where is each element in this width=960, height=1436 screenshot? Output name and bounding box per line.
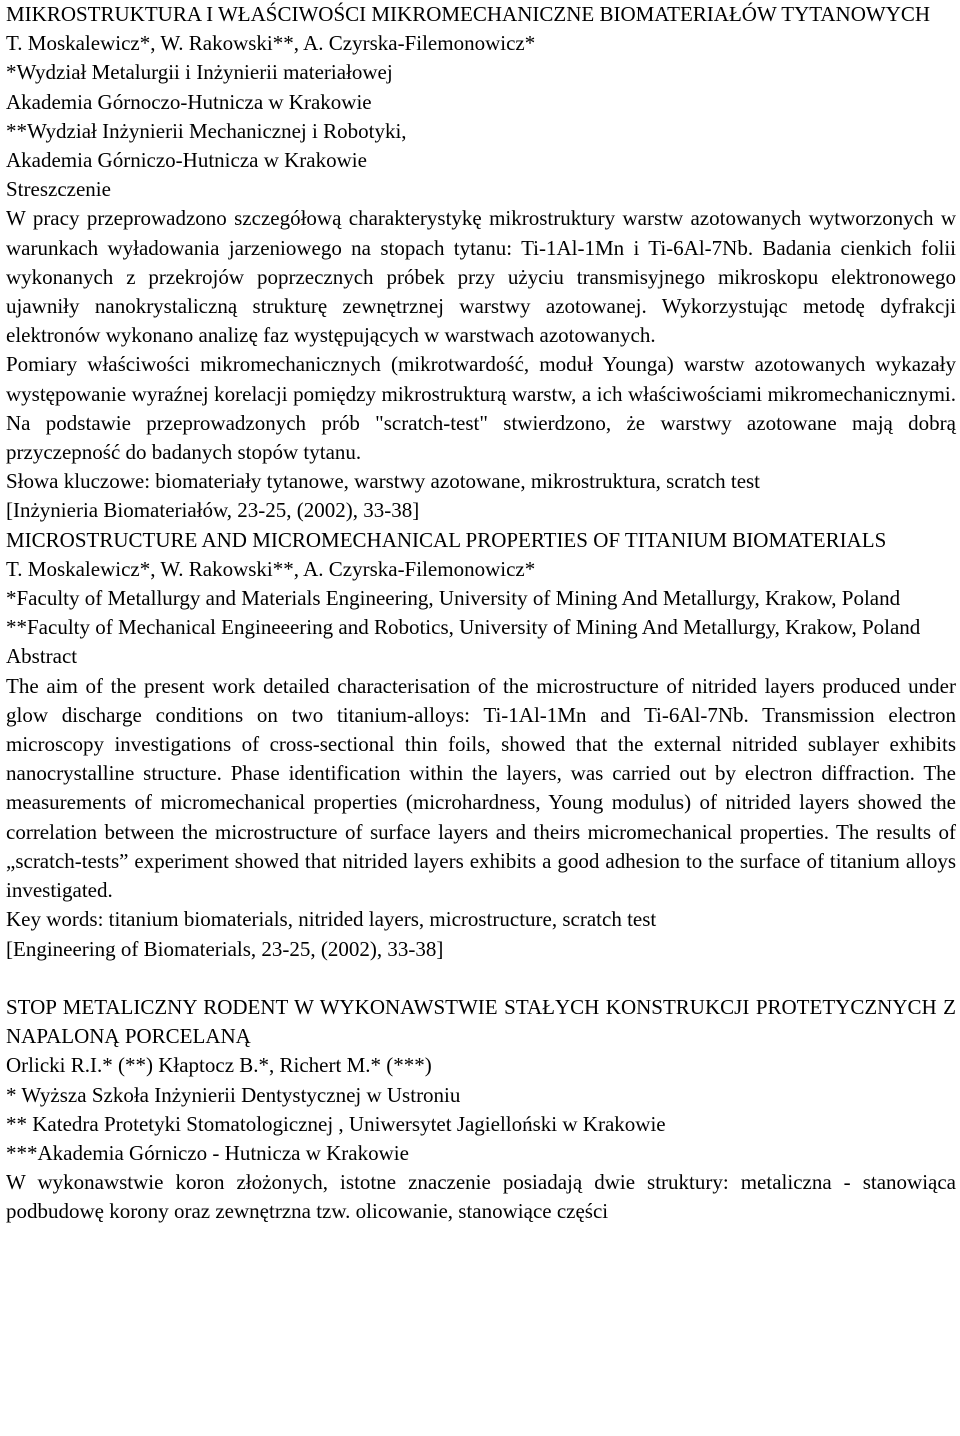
abstract-paragraph-1-pl: W pracy przeprowadzono szczegółową charakterystykę mikrostruktury warstw azotowanych wytworzonych w warunkach wyładowania jarzeniowego na stopach tytanu: Ti-1Al-1Mn i Ti-6Al-7Nb. Badania cienkich folii wykonanych z przekrojów poprzecznych próbek przy użyciu transmisyjnego mikroskopu elektronowego ujawniły nanokrystaliczną strukturę zewnętrznej warstwy azotowanej. Wykorzystując metodę dyfrakcji elektronów wykonano analizę faz występujących w warstwach azotowanych. xyxy=(6,206,956,348)
abstract-en: The aim of the present work detailed characterisation of the microstructure of nitrided layers produced under glow discharge conditions on two titanium-alloys: Ti-1Al-1Mn and Ti-6Al-7Nb. Transmission electron microscopy investigations of cross-sectional thin foils, showed that the external nitrided sublayer exhibits nanocrystalline structure. Phase identification within the layers, was carried out by electron diffraction. The measurements of micromechanical properties (microhardness, Young modulus) of nitrided layers showed the correlation between the microstructure of surface layers and theirs micromechanical properties. The results of „scratch-tests” experiment showed that nitrided layers exhibits a good adhesion to the surface of titanium alloys investigated. xyxy=(6,673,956,903)
article-title-en: MICROSTRUCTURE AND MICROMECHANICAL PROPERTIES OF TITANIUM BIOMATERIALS xyxy=(6,527,887,552)
abstract-heading-en: Abstract xyxy=(6,644,78,669)
affiliation-2-line-2: Akademia Górniczo-Hutnicza w Krakowie xyxy=(6,148,367,173)
affiliation-1-en: *Faculty of Metallurgy and Materials Engineering, University of Mining And Metallurgy, Krakow, Poland xyxy=(6,586,901,611)
article-2-affiliation-3: ***Akademia Górniczo - Hutnicza w Krakowie xyxy=(6,1140,409,1165)
article-2-body: W wykonawstwie koron złożonych, istotne znaczenie posiadają dwie struktury: metaliczna - stanowiąca podbudowę korony oraz zewnętrzna tzw. olicowanie, stanowiące części xyxy=(6,1170,956,1224)
affiliation-1-line-2: Akademia Górnoczo-Hutnicza w Krakowie xyxy=(6,89,372,114)
authors-pl: T. Moskalewicz*, W. Rakowski**, A. Czyrska-Filemonowicz* xyxy=(6,31,536,56)
affiliation-1-line-1: *Wydział Metalurgii i Inżynierii materiałowej xyxy=(6,60,393,85)
section-spacer xyxy=(6,964,956,993)
article-2-affiliation-1: * Wyższa Szkoła Inżynierii Dentystycznej w Ustroniu xyxy=(6,1082,461,1107)
affiliation-2-en: **Faculty of Mechanical Engineeering and Robotics, University of Mining And Metallurgy, Krakow, Poland xyxy=(6,615,921,640)
abstract-heading-pl: Streszczenie xyxy=(6,177,111,202)
article-2-authors: Orlicki R.I.* (**) Kłaptocz B.*, Richert M.* (***) xyxy=(6,1053,432,1078)
keywords-pl: Słowa kluczowe: biomateriały tytanowe, warstwy azotowane, mikrostruktura, scratch test xyxy=(6,469,761,494)
affiliation-2-line-1: **Wydział Inżynierii Mechanicznej i Robotyki, xyxy=(6,118,407,143)
authors-en: T. Moskalewicz*, W. Rakowski**, A. Czyrska-Filemonowicz* xyxy=(6,556,536,581)
article-title-pl: MIKROSTRUKTURA I WŁAŚCIWOŚCI MIKROMECHANICZNE BIOMATERIAŁÓW TYTANOWYCH xyxy=(6,2,931,26)
citation-en: [Engineering of Biomaterials, 23-25, (2002), 33-38] xyxy=(6,936,444,961)
article-2-affiliation-2: ** Katedra Protetyki Stomatologicznej , Uniwersytet Jagielloński w Krakowie xyxy=(6,1111,666,1136)
article-2-title: STOP METALICZNY RODENT W WYKONAWSTWIE STAŁYCH KONSTRUKCJI PROTETYCZNYCH Z NAPALONĄ PORCELANĄ xyxy=(6,994,956,1049)
abstract-paragraph-2-pl: Pomiary właściwości mikromechanicznych (mikrotwardość, moduł Younga) warstw azotowanych wykazały występowanie wyraźnej korelacji pomiędzy mikrostrukturą warstw, a ich właściwościami mikromechanicznymi. Na podstawie przeprowadzonych prób "scratch-test" stwierdzono, że warstwy azotowane mają dobrą przyczepność do badanych stopów tytanu. xyxy=(6,352,956,465)
keywords-en: Key words: titanium biomaterials, nitrided layers, microstructure, scratch test xyxy=(6,907,657,932)
citation-pl: [Inżynieria Biomateriałów, 23-25, (2002), 33-38] xyxy=(6,498,420,523)
